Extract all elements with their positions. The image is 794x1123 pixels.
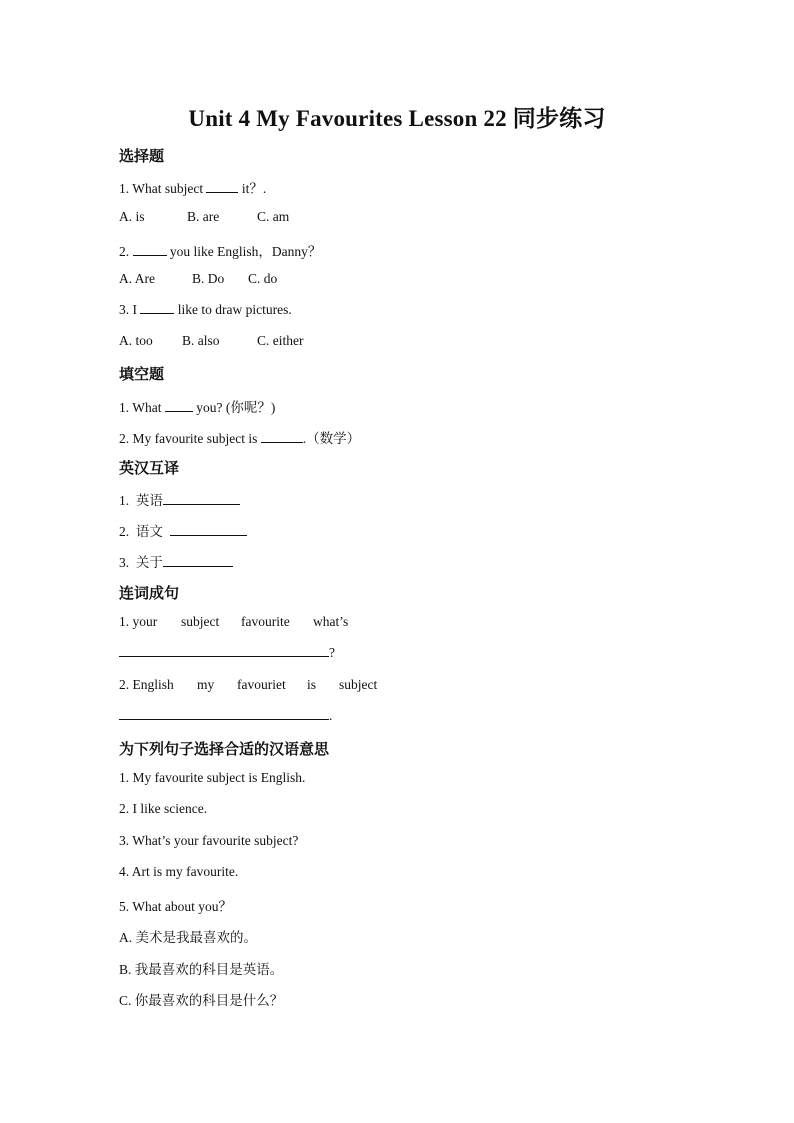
end-punctuation: ?	[329, 645, 335, 660]
option-b: B. also	[182, 333, 220, 348]
answer-blank	[261, 431, 303, 443]
answer-blank	[163, 555, 233, 567]
match-sentence-1: 1. My favourite subject is English.	[119, 770, 306, 785]
answer-blank	[165, 400, 193, 412]
option-a: A. is	[119, 209, 145, 224]
answer-blank	[140, 302, 174, 314]
word: favouriet	[237, 677, 286, 692]
answer-blank	[119, 645, 329, 657]
answer-blank	[163, 493, 240, 505]
answer-blank	[133, 244, 167, 256]
order-question-1	[119, 614, 348, 630]
question-text: it？.	[238, 181, 267, 196]
order-answer-line-1	[119, 645, 335, 661]
match-answer-c: C. 你最喜欢的科目是什么？	[119, 993, 284, 1008]
choice-options-2	[119, 271, 277, 287]
match-sentence-2: 2. I like science.	[119, 801, 208, 816]
order-question-2	[119, 677, 377, 693]
question-text: 1. What	[119, 400, 165, 415]
match-sentence-5: 5. What about you？	[119, 899, 232, 914]
section-heading-order: 连词成句	[119, 584, 180, 602]
choice-options-1	[119, 209, 289, 225]
option-c: C. either	[257, 333, 304, 348]
word: 2. English	[119, 677, 174, 692]
option-c: C. do	[248, 271, 278, 286]
section-heading-fill: 填空题	[119, 365, 165, 383]
item-word: 关于	[135, 555, 163, 570]
word: what’s	[313, 614, 349, 629]
section-heading-match: 为下列句子选择合适的汉语意思	[119, 740, 330, 758]
word: subject	[339, 677, 378, 692]
item-number: 3.	[119, 555, 130, 570]
page-title: Unit 4 My Favourites Lesson 22 同步练习	[188, 106, 606, 131]
order-answer-line-2	[119, 708, 332, 724]
option-a: A. Are	[119, 271, 155, 286]
word: is	[307, 677, 317, 692]
fill-question-2	[119, 427, 360, 447]
question-text: 2. My favourite subject is	[119, 431, 261, 446]
question-text: like to draw pictures.	[174, 302, 292, 317]
fill-question-1	[119, 396, 275, 416]
item-number: 1.	[119, 493, 130, 508]
answer-blank	[206, 181, 238, 193]
section-heading-translate: 英汉互译	[119, 459, 180, 477]
match-answer-b: B. 我最喜欢的科目是英语。	[119, 962, 284, 977]
option-a: A. too	[119, 333, 153, 348]
word: subject	[181, 614, 220, 629]
choice-question-3	[119, 302, 292, 318]
question-text: .（数学）	[302, 431, 361, 446]
question-text: 3. I	[119, 302, 141, 317]
match-sentence-3: 3. What’s your favourite subject?	[119, 833, 299, 848]
option-b: B. are	[187, 209, 220, 224]
match-answer-a: A. 美术是我最喜欢的。	[119, 930, 257, 945]
question-text: 1. What subject	[119, 181, 207, 196]
option-c: C. am	[257, 209, 290, 224]
answer-blank	[119, 708, 329, 720]
item-number: 2.	[119, 524, 130, 539]
word: 1. your	[119, 614, 158, 629]
translate-item-3	[119, 551, 233, 571]
question-text: 2.	[119, 244, 133, 259]
choice-question-2	[119, 240, 321, 260]
word: favourite	[241, 614, 290, 629]
choice-question-1	[119, 177, 266, 197]
translate-item-1	[119, 489, 240, 509]
match-sentence-4: 4. Art is my favourite.	[119, 864, 239, 879]
word: my	[197, 677, 215, 692]
translate-item-2	[119, 520, 247, 540]
question-text: you? (你呢？)	[192, 400, 276, 415]
choice-options-3	[119, 333, 304, 349]
answer-blank	[170, 524, 247, 536]
option-b: B. Do	[192, 271, 225, 286]
end-punctuation: .	[329, 708, 333, 723]
item-word: 语文	[135, 524, 163, 539]
question-text: you like English，Danny？	[166, 244, 322, 259]
item-word: 英语	[135, 493, 163, 508]
section-heading-choice: 选择题	[119, 147, 165, 165]
